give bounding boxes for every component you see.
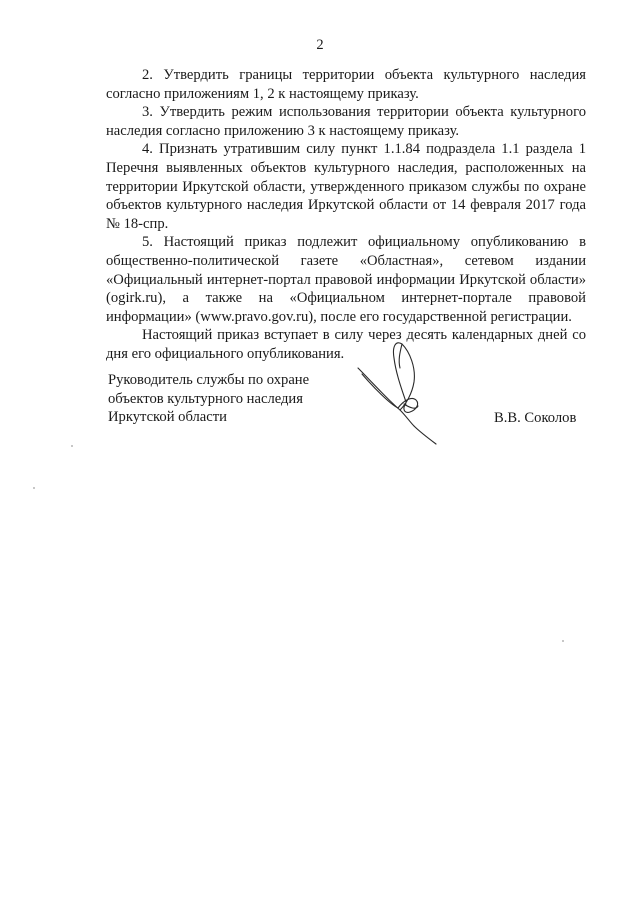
scan-speck: [71, 445, 73, 447]
signatory-position-line: Иркутской области: [108, 409, 227, 426]
paragraph-repeal-clause: 4. Признать утратившим силу пункт 1.1.84 подраздела 1.1 раздела 1 Перечня выявленных объектов культурного наследия, расположенных на территории Иркутской области, утвержденного приказом службы по охране объектов культурного наследия Иркутской области от 14 февраля 2017 года № 18-спр.: [106, 141, 586, 232]
scan-speck: [33, 487, 35, 489]
paragraph-entry-into-force: Настоящий приказ вступает в силу через десять календарных дней со дня его официального опубликования.: [106, 327, 586, 362]
page-number: 2: [316, 37, 324, 53]
paragraph-publication: 5. Настоящий приказ подлежит официальному опубликованию в общественно-политической газете «Областная», сетевом издании «Официальный интернет-портал правовой информации Иркутской области» (ogirk.ru), а также на «Официальном интернет-портале правовой информации» (www.pravo.gov.ru), после его государственной регистрации.: [106, 234, 586, 325]
signatory-name: В.В. Соколов: [494, 410, 577, 426]
signatory-position-line: объектов культурного наследия: [108, 390, 303, 407]
paragraph-approve-regime: 3. Утвердить режим использования территории объекта культурного наследия согласно приложению 3 к настоящему приказу.: [106, 104, 586, 139]
scan-speck: [562, 640, 564, 642]
handwritten-signature: [340, 338, 460, 453]
paragraph-approve-boundaries: 2. Утвердить границы территории объекта культурного наследия согласно приложениям 1, 2 к настоящему приказу.: [106, 67, 586, 102]
order-body: [106, 66, 586, 364]
signatory-position-line: Руководитель службы по охране: [108, 372, 310, 388]
signatory-position: [108, 371, 358, 427]
